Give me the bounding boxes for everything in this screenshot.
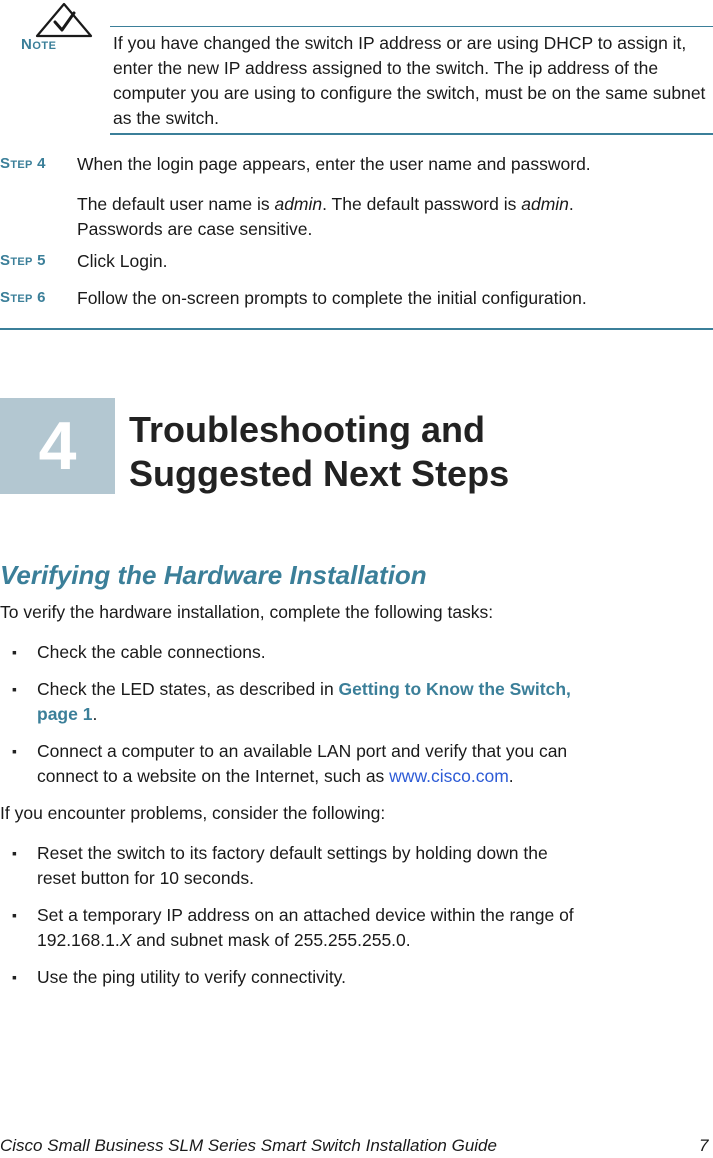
- steps-rule: [0, 328, 713, 330]
- bullet-icon: ▪: [12, 907, 17, 923]
- section-title: Verifying the Hardware Installation: [0, 560, 427, 590]
- step-4-text: When the login page appears, enter the user name and password.: [77, 154, 591, 174]
- step-5-label: STEP 5: [0, 252, 46, 269]
- step-5-text: Click Login.: [77, 251, 168, 271]
- bullet-icon: ▪: [12, 969, 17, 985]
- chapter-title: Troubleshooting and Suggested Next Steps: [129, 409, 510, 494]
- bullet-icon: ▪: [12, 681, 17, 697]
- problem-temporary-ip: Set a temporary IP address on an attached device within the range of 192.168.1.X and subnet mask of 255.255.255.0.: [37, 905, 574, 950]
- problems-intro: If you encounter problems, consider the following:: [0, 803, 386, 823]
- task-connect-computer: Connect a computer to an available LAN port and verify that you can connect to a website on the Internet, such as www.cisco.com.: [37, 741, 568, 786]
- cisco-url-link[interactable]: www.cisco.com: [389, 766, 509, 786]
- section-intro: To verify the hardware installation, complete the following tasks:: [0, 602, 494, 622]
- footer-title: Cisco Small Business SLM Series Smart Switch Installation Guide: [0, 1136, 497, 1155]
- default-password: admin: [521, 194, 569, 214]
- problem-ping-utility: Use the ping utility to verify connectivity.: [37, 967, 346, 987]
- note-text: If you have changed the switch IP address or are using DHCP to assign it, enter the new IP address assigned to the switch. The ip address of the computer you are using to configure the switch, must be on the same subnet as the switch.: [113, 33, 706, 128]
- problem-reset-switch: Reset the switch to its factory default settings by holding down the reset button for 10 seconds.: [37, 843, 548, 888]
- login-keyword: Login: [119, 251, 163, 271]
- step-4-label: STEP 4: [0, 155, 46, 172]
- bullet-icon: ▪: [12, 743, 17, 759]
- bullet-icon: ▪: [12, 644, 17, 660]
- page-1-link[interactable]: page 1: [37, 704, 93, 724]
- bullet-icon: ▪: [12, 845, 17, 861]
- step-4-detail: The default user name is admin. The default password is admin. Passwords are case sensitive.: [77, 194, 574, 239]
- note-rule-bottom: [110, 133, 713, 135]
- getting-to-know-switch-link[interactable]: Getting to Know the Switch,: [338, 679, 571, 699]
- chapter-number: 4: [38, 408, 77, 484]
- default-username: admin: [274, 194, 323, 214]
- footer-page-number: 7: [699, 1136, 709, 1155]
- task-cable-connections: Check the cable connections.: [37, 642, 266, 662]
- step-6-text: Follow the on-screen prompts to complete the initial configuration.: [77, 288, 587, 308]
- task-led-states: Check the LED states, as described in Getting to Know the Switch, page 1.: [37, 679, 571, 724]
- ping-keyword: ping: [102, 967, 136, 987]
- note-checkmark-icon: [34, 2, 94, 38]
- note-label: NOTE: [21, 36, 57, 53]
- step-6-label: STEP 6: [0, 289, 46, 306]
- note-rule-top: [110, 26, 713, 27]
